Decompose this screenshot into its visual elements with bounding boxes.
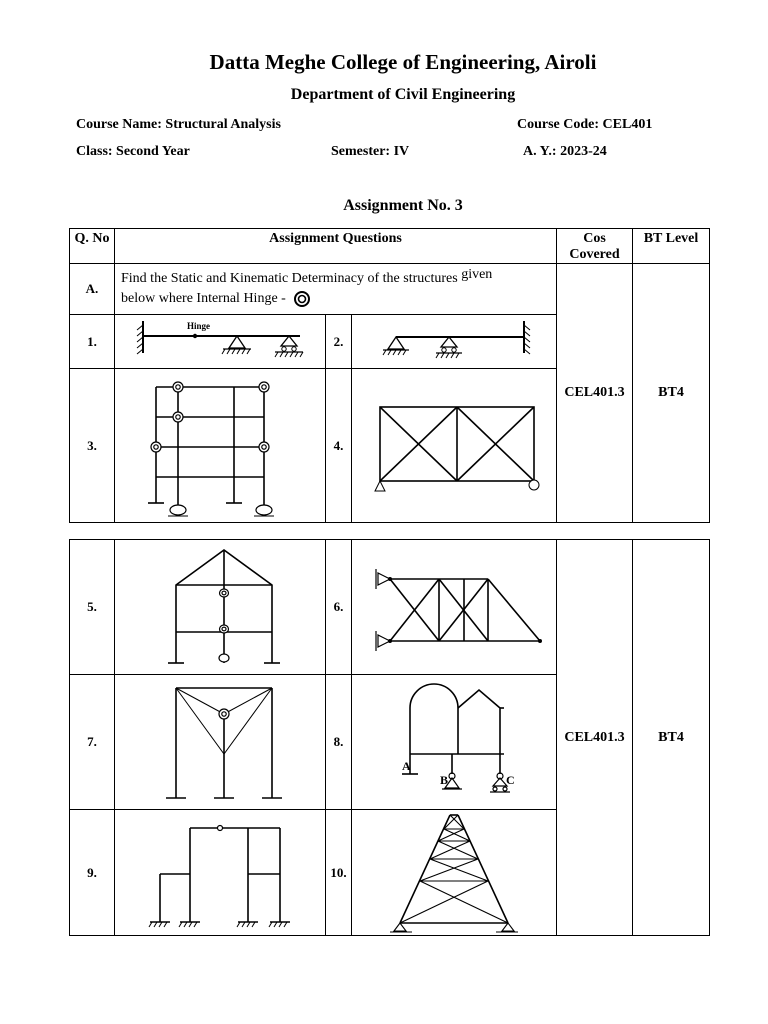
course-name: Course Name: Structural Analysis: [76, 117, 281, 132]
q9-label: 9.: [70, 810, 115, 936]
q7-figure: [115, 675, 326, 810]
course-code: Course Code: CEL401: [517, 117, 653, 132]
assignment-table-1: [69, 228, 710, 523]
cos-covered-2: CEL401.3: [557, 540, 633, 936]
q5-figure: [115, 540, 326, 675]
q6-figure: [352, 540, 557, 675]
header-qno: Q. No: [70, 229, 115, 264]
truss-figure-6: [354, 543, 554, 671]
frame-figure-7: [120, 678, 320, 806]
row-a-label: A.: [70, 264, 115, 315]
header-cos: Cos Covered: [557, 229, 633, 264]
academic-year: A. Y.: 2023-24: [523, 144, 607, 159]
q4-figure: [352, 369, 557, 523]
q4-label: 4.: [326, 369, 352, 523]
q10-figure: [352, 810, 557, 936]
q10-label: 10.: [326, 810, 352, 936]
college-title: Datta Meghe College of Engineering, Airoli: [209, 50, 597, 74]
tower-figure-10: [354, 811, 554, 935]
support-label-a: A: [402, 759, 411, 773]
bt-level-1: BT4: [633, 264, 710, 523]
header-bt: BT Level: [633, 229, 710, 264]
q6-label: 6.: [326, 540, 352, 675]
q3-label: 3.: [70, 369, 115, 523]
q1-figure: [115, 315, 326, 369]
support-label-b: B: [440, 773, 449, 787]
beam-figure-2: [359, 317, 549, 367]
q9-figure: [115, 810, 326, 936]
frame-figure-9: [120, 814, 320, 932]
cos-covered-1: CEL401.3: [557, 264, 633, 523]
class-label: Class: Second Year: [76, 144, 190, 159]
department-title: Department of Civil Engineering: [290, 86, 516, 103]
beam-figure-1: [125, 317, 315, 367]
row-a-question: Find the Static and Kinematic Determinacy of the structures given below where Internal Hinge -: [115, 264, 557, 315]
q7-label: 7.: [70, 675, 115, 810]
assignment-title: Assignment No. 3: [343, 197, 463, 214]
q8-figure: [352, 675, 557, 810]
q8-label: 8.: [326, 675, 352, 810]
header-questions: Assignment Questions: [115, 229, 557, 264]
q5-label: 5.: [70, 540, 115, 675]
q1-label: 1.: [70, 315, 115, 369]
q2-label: 2.: [326, 315, 352, 369]
truss-figure-4: [354, 373, 554, 519]
support-label-c: C: [506, 773, 515, 787]
q2-figure: [352, 315, 557, 369]
frame-figure-3: [120, 373, 320, 519]
q3-figure: [115, 369, 326, 523]
semester-label: Semester: IV: [331, 144, 410, 159]
frame-figure-8: [354, 678, 554, 806]
frame-figure-5: [120, 543, 320, 671]
internal-hinge-icon: [293, 290, 311, 308]
assignment-table-2: [69, 539, 710, 936]
hinge-label: Hinge: [187, 320, 211, 331]
bt-level-2: BT4: [633, 540, 710, 936]
